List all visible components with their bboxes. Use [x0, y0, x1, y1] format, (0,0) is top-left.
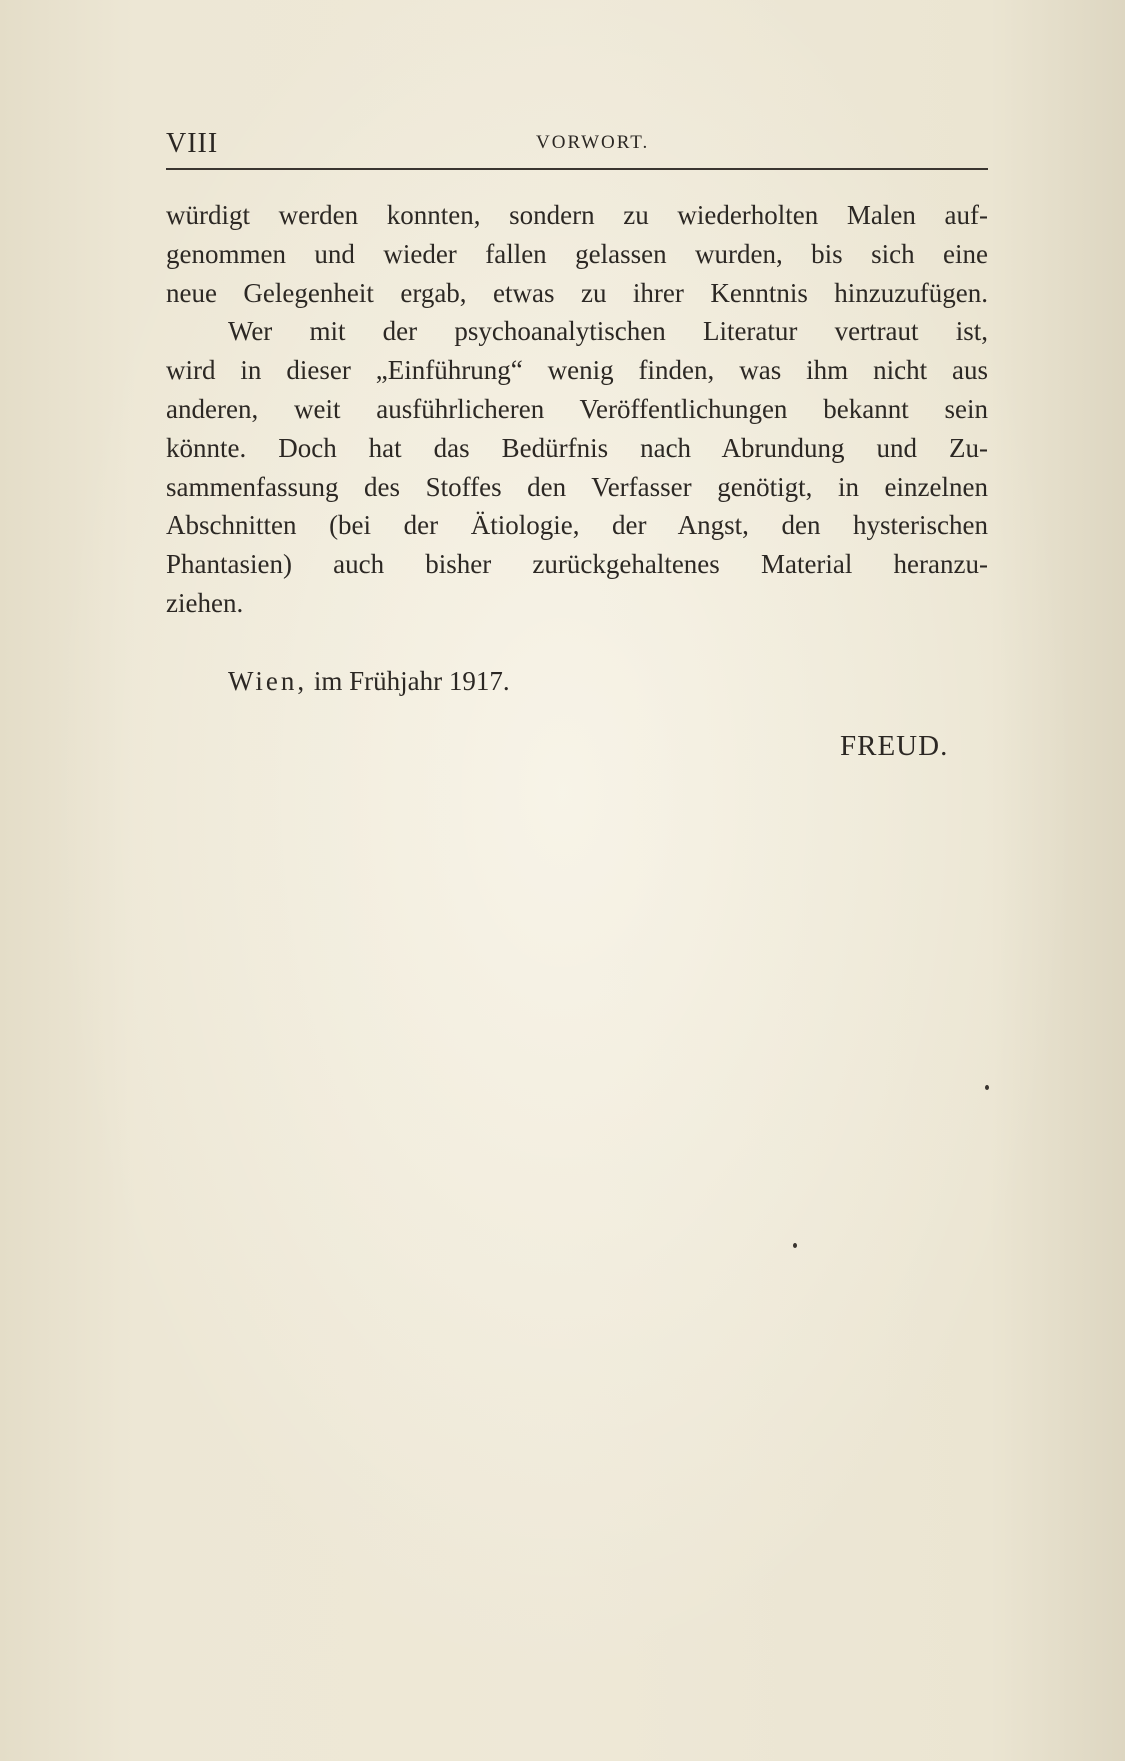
text-line: wird in dieser „Einführung“ wenig finden, was ihm nicht aus — [166, 355, 988, 386]
dateline-date: im Frühjahr 1917. — [313, 666, 510, 696]
text-line: neue Gelegenheit ergab, etwas zu ihrer Kenntnis hinzuzufügen. — [166, 277, 988, 308]
text-line: genommen und wieder fallen gelassen wurden, bis sich eine — [166, 238, 988, 269]
running-title: VORWORT. — [536, 132, 650, 153]
text-line: würdigt werden konnten, sondern zu wiederholten Malen auf- — [166, 200, 988, 230]
dateline — [228, 666, 510, 697]
dateline-place: Wien, — [228, 666, 308, 696]
paper-speck — [985, 1085, 989, 1090]
text-line: Abschnitten (bei der Ätiologie, der Angst, den hysterischen — [166, 510, 988, 541]
page-number: VIII — [166, 128, 219, 159]
paper-speck — [793, 1243, 797, 1248]
header-rule — [166, 168, 988, 170]
running-head — [166, 128, 988, 168]
text-line: sammenfassung des Stoffes den Verfasser genötigt, in einzelnen — [166, 471, 988, 502]
text-line: Wer mit der psychoanalytischen Literatur vertraut ist, — [228, 316, 988, 347]
text-line: ziehen. — [166, 587, 244, 618]
text-line: könnte. Doch hat das Bedürfnis nach Abrundung und Zu- — [166, 432, 988, 463]
body-text — [166, 196, 988, 623]
text-line: anderen, weit ausführlicheren Veröffentlichungen bekannt sein — [166, 393, 988, 424]
author-signature: FREUD. — [840, 730, 949, 762]
text-line: Phantasien) auch bisher zurückgehaltenes Material heranzu- — [166, 549, 988, 580]
